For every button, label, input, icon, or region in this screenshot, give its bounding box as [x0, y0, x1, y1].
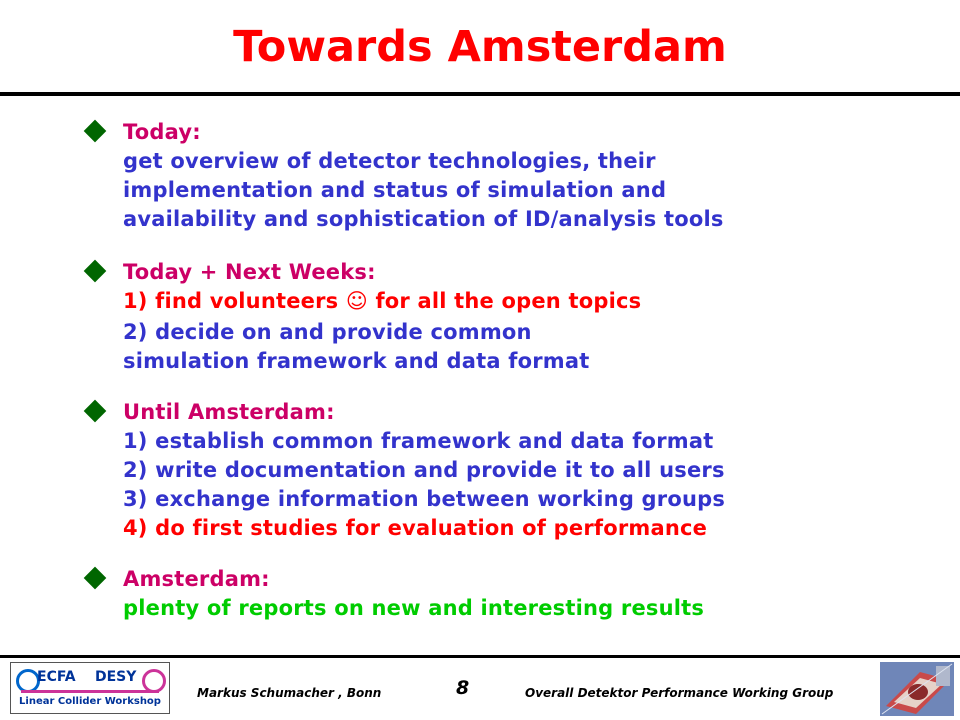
bullet-line: 2) write documentation and provide it to all users [123, 458, 725, 482]
ecfa-desy-logo [10, 662, 170, 714]
logo-desy-text: DESY [95, 669, 137, 685]
footer-group: Overall Detektor Performance Working Group [525, 686, 834, 700]
bullet-heading: Today: [123, 120, 201, 144]
bullet-heading: Amsterdam: [123, 567, 270, 591]
logo-ecfa-text: ECFA [37, 669, 76, 685]
track-line-icon [21, 690, 159, 693]
slide-title: Towards Amsterdam [233, 22, 727, 72]
page-number: 8 [456, 677, 470, 699]
diamond-bullet-icon [84, 260, 107, 283]
slide-footer [0, 660, 960, 720]
bullet-line: 1) find volunteers ☺ for all the open topics [123, 289, 642, 313]
logo-subtitle: Linear Collider Workshop [19, 696, 161, 707]
bullet-line: implementation and status of simulation and [123, 178, 667, 202]
bullet-line: 4) do first studies for evaluation of performance [123, 516, 708, 540]
bullet-line: availability and sophistication of ID/analysis tools [123, 207, 724, 231]
bullet-line: 2) decide on and provide common [123, 320, 532, 344]
footer-divider [0, 655, 960, 658]
detector-illustration-icon [880, 662, 954, 716]
diamond-bullet-icon [84, 400, 107, 423]
bullet-line: 3) exchange information between working groups [123, 487, 726, 511]
bullet-line: get overview of detector technologies, their [123, 149, 656, 173]
bullet-line: simulation framework and data format [123, 349, 590, 373]
diamond-bullet-icon [84, 120, 107, 143]
footer-author: Markus Schumacher , Bonn [197, 686, 382, 700]
detector-image [880, 662, 954, 716]
title-divider [0, 92, 960, 96]
bullet-heading: Today + Next Weeks: [123, 260, 376, 284]
diamond-bullet-icon [84, 567, 107, 590]
bullet-line: 1) establish common framework and data format [123, 429, 714, 453]
bullet-line: plenty of reports on new and interesting results [123, 596, 705, 620]
bullet-heading: Until Amsterdam: [123, 400, 335, 424]
